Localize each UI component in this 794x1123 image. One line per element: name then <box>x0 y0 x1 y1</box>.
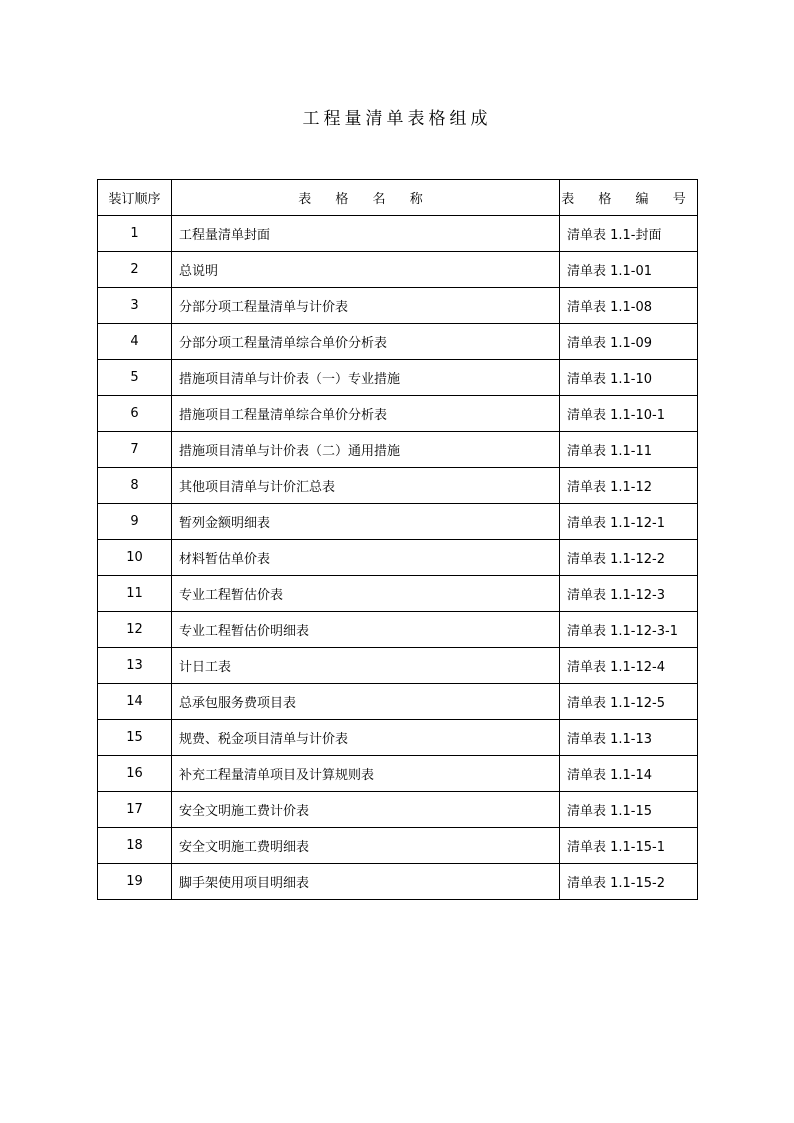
row-number: 13 <box>98 648 172 684</box>
row-number: 16 <box>98 756 172 792</box>
row-number: 9 <box>98 504 172 540</box>
header-form-code: 表 格 编 号 <box>560 180 698 216</box>
row-number: 10 <box>98 540 172 576</box>
row-form-code: 清单表 1.1-12-4 <box>560 648 698 684</box>
row-form-name: 补充工程量清单项目及计算规则表 <box>172 756 560 792</box>
row-form-code: 清单表 1.1-12-3-1 <box>560 612 698 648</box>
row-form-name: 材料暂估单价表 <box>172 540 560 576</box>
row-number: 17 <box>98 792 172 828</box>
row-form-code: 清单表 1.1-12-1 <box>560 504 698 540</box>
row-number: 14 <box>98 684 172 720</box>
table-row <box>98 756 698 792</box>
row-form-code: 清单表 1.1-12-2 <box>560 540 698 576</box>
header-binding-order: 装订顺序 <box>98 180 172 216</box>
row-number: 18 <box>98 828 172 864</box>
row-form-name: 其他项目清单与计价汇总表 <box>172 468 560 504</box>
table-row <box>98 252 698 288</box>
table-row <box>98 648 698 684</box>
table-row <box>98 432 698 468</box>
row-form-code: 清单表 1.1-12-3 <box>560 576 698 612</box>
table-row <box>98 288 698 324</box>
row-number: 5 <box>98 360 172 396</box>
row-form-code: 清单表 1.1-12 <box>560 468 698 504</box>
row-form-code: 清单表 1.1-14 <box>560 756 698 792</box>
table-row <box>98 540 698 576</box>
row-form-code: 清单表 1.1-11 <box>560 432 698 468</box>
table-row <box>98 684 698 720</box>
row-form-name: 措施项目工程量清单综合单价分析表 <box>172 396 560 432</box>
row-form-name: 分部分项工程量清单与计价表 <box>172 288 560 324</box>
form-list-table <box>97 179 698 900</box>
row-form-name: 脚手架使用项目明细表 <box>172 864 560 900</box>
row-form-name: 暂列金额明细表 <box>172 504 560 540</box>
row-form-code: 清单表 1.1-12-5 <box>560 684 698 720</box>
row-form-name: 措施项目清单与计价表（二）通用措施 <box>172 432 560 468</box>
row-form-name: 专业工程暂估价表 <box>172 576 560 612</box>
row-form-code: 清单表 1.1-15-1 <box>560 828 698 864</box>
row-number: 11 <box>98 576 172 612</box>
row-form-name: 安全文明施工费明细表 <box>172 828 560 864</box>
row-number: 4 <box>98 324 172 360</box>
row-form-name: 工程量清单封面 <box>172 216 560 252</box>
row-form-code: 清单表 1.1-15 <box>560 792 698 828</box>
page-title: 工程量清单表格组成 <box>302 109 492 129</box>
table-body <box>98 216 698 900</box>
row-number: 12 <box>98 612 172 648</box>
row-number: 3 <box>98 288 172 324</box>
row-form-name: 规费、税金项目清单与计价表 <box>172 720 560 756</box>
row-form-name: 专业工程暂估价明细表 <box>172 612 560 648</box>
row-number: 7 <box>98 432 172 468</box>
row-form-name: 总说明 <box>172 252 560 288</box>
row-number: 6 <box>98 396 172 432</box>
row-form-name: 措施项目清单与计价表（一）专业措施 <box>172 360 560 396</box>
table-row <box>98 864 698 900</box>
table-row <box>98 324 698 360</box>
table-row <box>98 720 698 756</box>
table-row <box>98 828 698 864</box>
row-number: 19 <box>98 864 172 900</box>
row-number: 8 <box>98 468 172 504</box>
row-form-code: 清单表 1.1-08 <box>560 288 698 324</box>
table-row <box>98 396 698 432</box>
header-form-name: 表 格 名 称 <box>172 180 560 216</box>
row-form-name: 计日工表 <box>172 648 560 684</box>
row-form-code: 清单表 1.1-10-1 <box>560 396 698 432</box>
row-form-name: 分部分项工程量清单综合单价分析表 <box>172 324 560 360</box>
table-row <box>98 468 698 504</box>
table-row <box>98 792 698 828</box>
table-row <box>98 576 698 612</box>
row-form-code: 清单表 1.1-10 <box>560 360 698 396</box>
table-header-row <box>98 180 698 216</box>
row-form-code: 清单表 1.1-13 <box>560 720 698 756</box>
row-form-name: 总承包服务费项目表 <box>172 684 560 720</box>
row-number: 15 <box>98 720 172 756</box>
row-number: 1 <box>98 216 172 252</box>
table-row <box>98 216 698 252</box>
row-number: 2 <box>98 252 172 288</box>
table-row <box>98 504 698 540</box>
row-form-name: 安全文明施工费计价表 <box>172 792 560 828</box>
row-form-code: 清单表 1.1-15-2 <box>560 864 698 900</box>
row-form-code: 清单表 1.1-01 <box>560 252 698 288</box>
table-row <box>98 360 698 396</box>
row-form-code: 清单表 1.1-封面 <box>560 216 698 252</box>
row-form-code: 清单表 1.1-09 <box>560 324 698 360</box>
table-row <box>98 612 698 648</box>
